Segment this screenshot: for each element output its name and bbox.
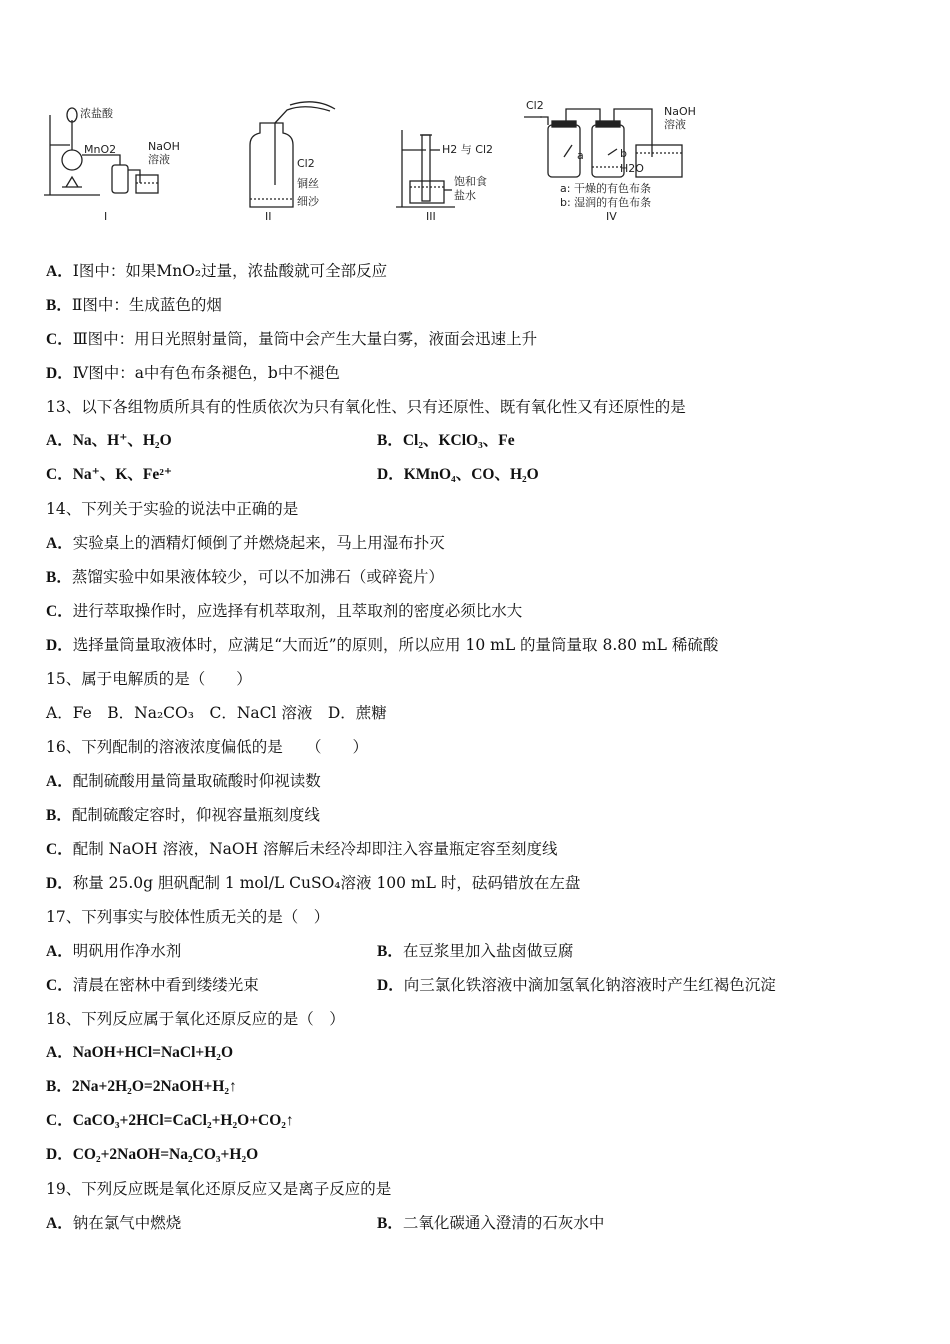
fig4-reagent2: 溶液	[664, 118, 686, 131]
q17-option-a: A．明矾用作净水剂	[46, 942, 182, 960]
fig1-label: I	[104, 210, 108, 223]
fig1-reagent3: NaOH	[148, 140, 180, 153]
figure-1-apparatus	[40, 95, 190, 230]
q12-option-d: D．Ⅳ图中：a中有色布条褪色，b中不褪色	[46, 364, 340, 382]
q13-option-a: A．Na、H⁺、H₂O	[46, 432, 172, 449]
q13-stem: 13、以下各组物质所具有的性质依次为只有氧化性、只有还原性、既有氧化性又有还原性的是	[46, 398, 686, 416]
fig2-sand: 细沙	[297, 195, 319, 208]
q16-stem: 16、下列配制的溶液浓度偏低的是 （ ）	[46, 738, 368, 756]
fig3-gas: H2 与 Cl2	[442, 143, 493, 156]
q19-stem: 19、下列反应既是氧化还原反应又是离子反应的是	[46, 1180, 392, 1198]
figure-2-apparatus	[235, 95, 375, 230]
q12-option-b: B．Ⅱ图中：生成蓝色的烟	[46, 296, 222, 314]
q16-option-a: A．配制硫酸用量筒量取硫酸时仰视读数	[46, 772, 321, 790]
q17-stem: 17、下列事实与胶体性质无关的是（ ）	[46, 908, 330, 926]
q17-option-b: B．在豆浆里加入盐卤做豆腐	[377, 942, 574, 960]
q14-option-c: C．进行萃取操作时，应选择有机萃取剂，且萃取剂的密度必须比水大	[46, 602, 523, 620]
q15-stem: 15、属于电解质的是（ ）	[46, 670, 252, 688]
q13-option-b: B．Cl₂、KClO₃、Fe	[377, 432, 515, 449]
q18-option-d: D．CO₂+2NaOH=Na₂CO₃+H₂O	[46, 1146, 259, 1163]
fig1-reagent1: 浓盐酸	[80, 107, 113, 120]
q14-option-b: B．蒸馏实验中如果液体较少，可以不加沸石（或碎瓷片）	[46, 568, 444, 586]
fig4-reagent1: NaOH	[664, 105, 696, 118]
fig4-a: a	[577, 149, 584, 162]
q18-option-b: B．2Na+2H₂O=2NaOH+H₂↑	[46, 1078, 237, 1095]
q18-stem: 18、下列反应属于氧化还原反应的是（ ）	[46, 1010, 345, 1028]
q14-stem: 14、下列关于实验的说法中正确的是	[46, 500, 299, 518]
q18-option-c: C．CaCO₃+2HCl=CaCl₂+H₂O+CO₂↑	[46, 1112, 294, 1129]
fig4-label: IV	[606, 210, 617, 223]
figure-3-apparatus	[390, 95, 540, 230]
q18-option-a: A．NaOH+HCl=NaCl+H₂O	[46, 1044, 234, 1061]
fig2-gas: Cl2	[297, 157, 315, 170]
fig4-gas: Cl2	[526, 99, 544, 112]
q13-option-c: C．Na⁺、K、Fe²⁺	[46, 466, 173, 483]
fig3-label: III	[426, 210, 436, 223]
fig4-b: b	[620, 147, 627, 160]
q16-option-b: B．配制硫酸定容时，仰视容量瓶刻度线	[46, 806, 320, 824]
q19-option-a: A．钠在氯气中燃烧	[46, 1214, 182, 1232]
q12-option-a: A．Ⅰ图中：如果MnO₂过量，浓盐酸就可全部反应	[46, 262, 388, 280]
q14-option-a: A．实验桌上的酒精灯倾倒了并燃烧起来，马上用湿布扑灭	[46, 534, 445, 552]
fig4-legend-a: a: 干燥的有色布条	[560, 182, 651, 195]
q15-options: A．Fe B．Na₂CO₃ C．NaCl 溶液 D．蔗糖	[46, 704, 387, 722]
fig3-liquid1: 饱和食	[454, 175, 487, 188]
fig4-legend-b: b: 湿润的有色布条	[560, 196, 652, 209]
q13-option-d: D．KMnO₄、CO、H₂O	[377, 466, 539, 483]
fig2-wire: 铜丝	[297, 177, 319, 190]
fig3-liquid2: 盐水	[454, 189, 476, 202]
fig4-water: H2O	[620, 162, 644, 175]
figure-4-apparatus	[522, 95, 722, 230]
q19-option-b: B．二氧化碳通入澄清的石灰水中	[377, 1214, 605, 1232]
fig1-reagent4: 溶液	[148, 153, 170, 166]
q16-option-c: C．配制 NaOH 溶液，NaOH 溶解后未经冷却即注入容量瓶定容至刻度线	[46, 840, 558, 858]
apparatus-figures	[40, 95, 740, 235]
q17-option-d: D．向三氯化铁溶液中滴加氢氧化钠溶液时产生红褐色沉淀	[377, 976, 776, 994]
q17-option-c: C．清晨在密林中看到缕缕光束	[46, 976, 259, 994]
q16-option-d: D．称量 25.0g 胆矾配制 1 mol/L CuSO₄溶液 100 mL 时，砝码错放在左盘	[46, 874, 581, 892]
fig1-reagent2: MnO2	[84, 143, 117, 156]
q14-option-d: D．选择量筒量取液体时，应满足“大而近”的原则，所以应用 10 mL 的量筒量取 8.80 mL 稀硫酸	[46, 636, 719, 654]
fig2-label: II	[265, 210, 272, 223]
q12-option-c: C．Ⅲ图中：用日光照射量筒，量筒中会产生大量白雾，液面会迅速上升	[46, 330, 538, 348]
